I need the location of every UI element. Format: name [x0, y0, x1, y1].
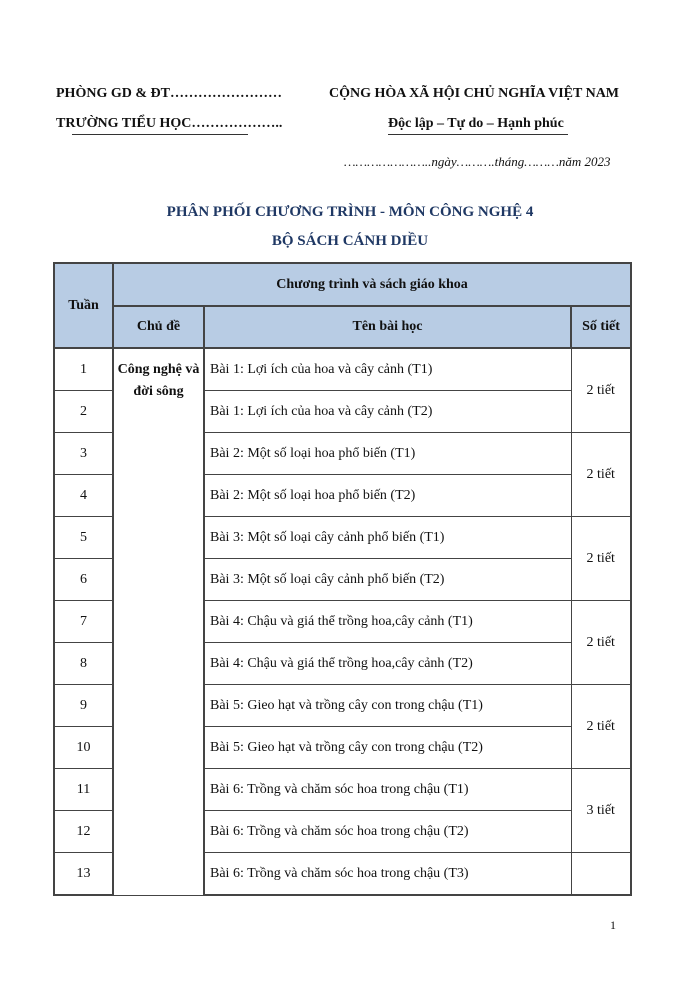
week-cell: 2 [54, 391, 113, 433]
week-column-header: Tuần [54, 263, 113, 348]
lesson-cell: Bài 2: Một số loại hoa phổ biến (T1) [204, 433, 571, 475]
periods-cell: 2 tiết [571, 517, 631, 601]
curriculum-table [53, 262, 632, 896]
week-cell: 8 [54, 643, 113, 685]
page-number: 1 [610, 918, 616, 932]
periods-cell: 2 tiết [571, 685, 631, 769]
lesson-cell: Bài 1: Lợi ích của hoa và cây cảnh (T2) [204, 391, 571, 433]
week-cell: 9 [54, 685, 113, 727]
week-cell: 12 [54, 811, 113, 853]
program-group-header: Chương trình và sách giáo khoa [113, 263, 631, 306]
periods-cell: 2 tiết [571, 601, 631, 685]
week-cell: 5 [54, 517, 113, 559]
lesson-cell: Bài 2: Một số loại hoa phổ biến (T2) [204, 475, 571, 517]
school-underline [72, 134, 248, 135]
periods-cell: 3 tiết [571, 769, 631, 853]
lesson-cell: Bài 6: Trồng và chăm sóc hoa trong chậu (T2) [204, 811, 571, 853]
week-cell: 10 [54, 727, 113, 769]
week-cell: 11 [54, 769, 113, 811]
lesson-cell: Bài 6: Trồng và chăm sóc hoa trong chậu (T1) [204, 769, 571, 811]
week-cell: 4 [54, 475, 113, 517]
lesson-cell: Bài 3: Một số loại cây cảnh phổ biến (T1) [204, 517, 571, 559]
periods-cell: 2 tiết [571, 348, 631, 433]
week-cell: 13 [54, 853, 113, 896]
week-cell: 6 [54, 559, 113, 601]
periods-cell-empty [571, 853, 631, 896]
nation-title: CỘNG HÒA XÃ HỘI CHỦ NGHĨA VIỆT NAM [329, 86, 620, 101]
periods-cell: 2 tiết [571, 433, 631, 517]
periods-column-header: Số tiết [571, 306, 631, 348]
document-subtitle: BỘ SÁCH CÁNH DIỀU [271, 233, 429, 249]
table-row [54, 348, 631, 391]
lesson-cell: Bài 5: Gieo hạt và trồng cây con trong chậu (T2) [204, 727, 571, 769]
date-line: …………………..ngày……….tháng………năm 2023 [344, 154, 611, 169]
lesson-cell: Bài 5: Gieo hạt và trồng cây con trong chậu (T1) [204, 685, 571, 727]
document-title: PHÂN PHỐI CHƯƠNG TRÌNH - MÔN CÔNG NGHỆ 4 [166, 204, 534, 220]
lesson-cell: Bài 6: Trồng và chăm sóc hoa trong chậu (T3) [204, 853, 571, 896]
lesson-cell: Bài 3: Một số loại cây cảnh phổ biến (T2) [204, 559, 571, 601]
lesson-cell: Bài 1: Lợi ích của hoa và cây cảnh (T1) [204, 348, 571, 391]
topic-cell: Công nghệ và đời sông [113, 348, 204, 895]
week-cell: 1 [54, 348, 113, 391]
department-label: PHÒNG GD & ĐT…………………… [56, 86, 282, 101]
week-cell: 7 [54, 601, 113, 643]
motto-underline [388, 134, 568, 135]
motto: Độc lập – Tự do – Hạnh phúc [388, 116, 564, 131]
week-cell: 3 [54, 433, 113, 475]
lesson-column-header: Tên bài học [204, 306, 571, 348]
school-label: TRƯỜNG TIỂU HỌC……………….. [56, 116, 283, 131]
topic-column-header: Chủ đề [113, 306, 204, 348]
lesson-cell: Bài 4: Chậu và giá thể trồng hoa,cây cảnh (T1) [204, 601, 571, 643]
lesson-cell: Bài 4: Chậu và giá thể trồng hoa,cây cảnh (T2) [204, 643, 571, 685]
